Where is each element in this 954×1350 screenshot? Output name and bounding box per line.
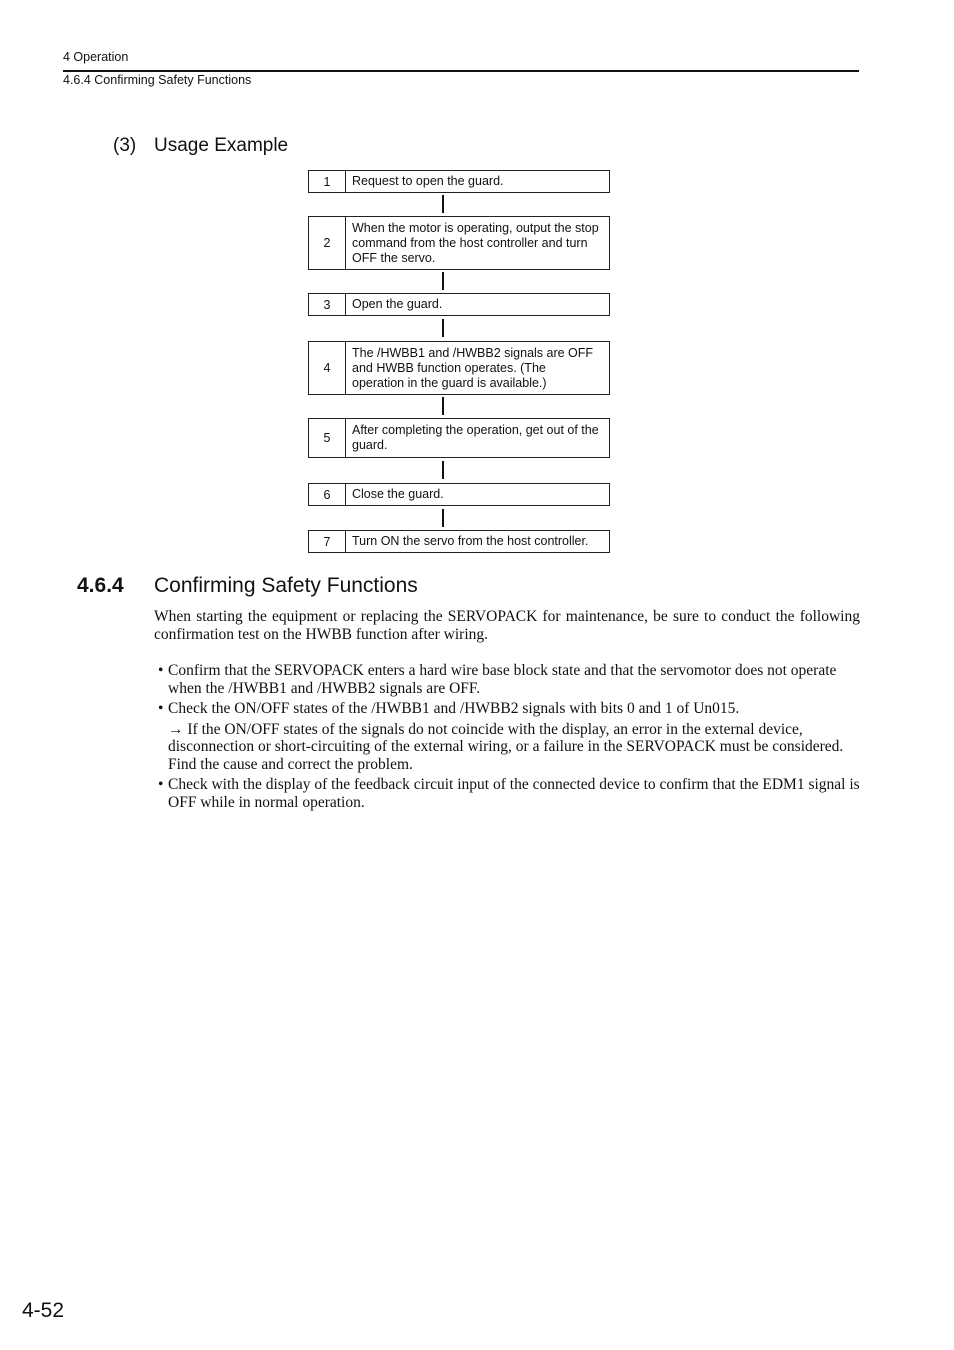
bullet-icon: • <box>158 776 164 793</box>
section-intro: When starting the equipment or replacing the SERVOPACK for maintenance, be sure to conduct the following confirmation test on the HWBB function after wiring. <box>154 608 860 643</box>
flow-step-number: 4 <box>309 342 346 394</box>
page-number: 4-52 <box>22 1299 65 1322</box>
flow-step-4 <box>308 341 610 395</box>
list-item <box>154 700 860 773</box>
section-number: 4.6.4 <box>77 574 124 597</box>
flow-step-text: Request to open the guard. <box>352 174 504 188</box>
flow-step-text: Open the guard. <box>352 297 443 311</box>
flow-step-1 <box>308 170 610 193</box>
header-rule <box>63 70 859 72</box>
flow-step-text: Close the guard. <box>352 487 444 501</box>
usage-example-heading <box>113 135 288 157</box>
list-item-note: → If the ON/OFF states of the signals do not coincide with the display, an error in the external device, disconnection or short-circuiting of the external wiring, or a failure in the SERVOPACK must be considered. Find the cause and correct the problem. <box>168 720 844 773</box>
usage-example-number: (3) <box>113 135 137 156</box>
flow-arrow <box>442 461 444 479</box>
bullet-icon: • <box>158 700 164 717</box>
flow-step-7 <box>308 530 610 553</box>
flow-arrow <box>442 397 444 415</box>
confirmation-list <box>154 662 860 814</box>
running-header-section: 4.6.4 Confirming Safety Functions <box>63 73 252 87</box>
usage-example-title: Usage Example <box>154 135 289 156</box>
flow-step-5 <box>308 418 610 458</box>
flow-step-number: 3 <box>309 294 346 315</box>
flow-arrow <box>442 272 444 290</box>
flow-arrow <box>442 319 444 337</box>
flow-step-number: 5 <box>309 419 346 457</box>
flow-step-6 <box>308 483 610 506</box>
flow-step-text: Turn ON the servo from the host controller. <box>352 534 589 548</box>
flow-arrow <box>442 195 444 213</box>
flow-step-number: 7 <box>309 531 346 552</box>
section-title: Confirming Safety Functions <box>154 574 418 597</box>
flow-step-text: After completing the operation, get out of the guard. <box>352 423 599 452</box>
list-item-text: Check with the display of the feedback circuit input of the connected device to confirm that the EDM1 signal is OFF while in normal operation. <box>168 776 860 811</box>
list-item-text: Confirm that the SERVOPACK enters a hard wire base block state and that the servomotor does not operate when the /HWBB1 and /HWBB2 signals are OFF. <box>168 662 837 697</box>
flow-step-text: The /HWBB1 and /HWBB2 signals are OFF and HWBB function operates. (The operation in the guard is available.) <box>352 345 594 390</box>
flow-step-number: 1 <box>309 171 346 192</box>
list-item-text: Check the ON/OFF states of the /HWBB1 and /HWBB2 signals with bits 0 and 1 of Un015. <box>168 700 740 717</box>
flow-step-number: 6 <box>309 484 346 505</box>
list-item <box>154 776 860 811</box>
flow-arrow <box>442 509 444 527</box>
flow-step-number: 2 <box>309 217 346 269</box>
flow-step-2 <box>308 216 610 270</box>
list-item <box>154 662 860 697</box>
section-heading <box>77 574 418 598</box>
running-header-chapter: 4 Operation <box>63 50 129 64</box>
flow-step-3 <box>308 293 610 316</box>
bullet-icon: • <box>158 662 164 679</box>
flow-step-text: When the motor is operating, output the stop command from the host controller and turn OFF the servo. <box>352 220 599 265</box>
